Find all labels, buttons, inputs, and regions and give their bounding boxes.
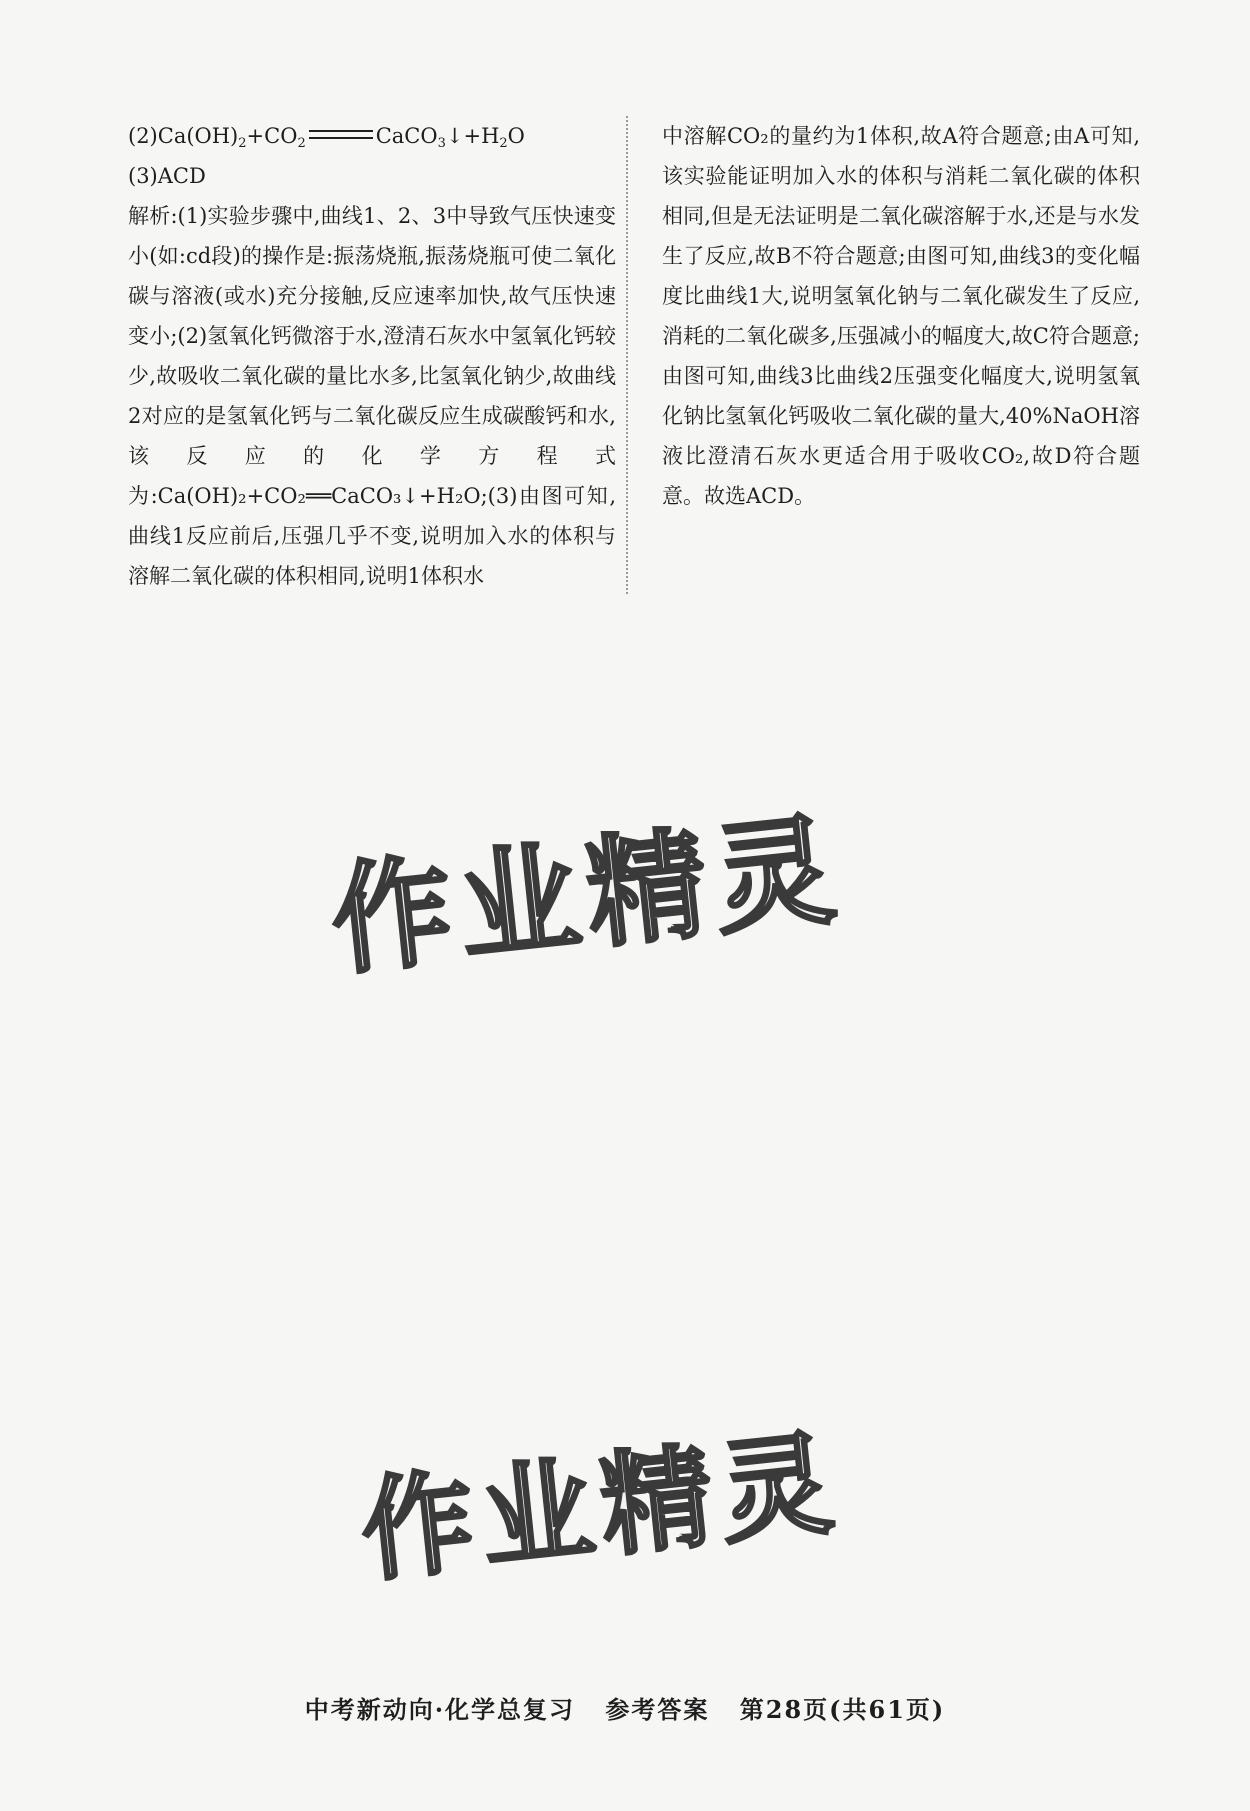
answer-item-2: $(2)Ca(OH)_2+CO_2$ $CaCO_3↓+H_2O$ [128,124,525,151]
page-footer [0,1690,1250,1725]
right-column [662,116,1140,516]
left-column [128,116,616,596]
equation-sign [309,130,373,139]
answer-2-number: (2) [128,124,158,148]
analysis-left-text: (1)实验步骤中,曲线1、2、3中导致气压快速变小(如:cd段)的操作是:振荡烧瓶,振荡烧瓶可使二氧化碳与溶液(或水)充分接触,反应速率加快,故气压快速变小;(2)氢氧化钙微溶于水,澄清石灰水中氢氧化钙较少,故吸收二氧化碳的量比水多,比氢氧化钠少,故曲线2对应的是氢氧化钙与二氧化碳反应生成碳酸钙和水,该反应的化学方程式为:Ca(OH)₂+CO₂══CaCO₃↓+H₂O;(3)由图可知,曲线1反应前后,压强几乎不变,说明加入水的体积与溶解二氧化碳的体积相同,说明1体积水 [128,204,616,588]
analysis-label: 解析: [128,204,178,228]
watermark-bottom: 作业精灵 [355,1418,847,1598]
analysis-right-text: 中溶解CO₂的量约为1体积,故A符合题意;由A可知,该实验能证明加入水的体积与消耗二氧化碳的体积相同,但是无法证明是二氧化碳溶解于水,还是与水发生了反应,故B不符合题意;由图可知,曲线3的变化幅度比曲线1大,说明氢氧化钠与二氧化碳发生了反应,消耗的二氧化碳多,压强减小的幅度大,故C符合题意;由图可知,曲线3比曲线2压强变化幅度大,说明氢氧化钠比氢氧化钙吸收二氧化碳的量大,40%NaOH溶液比澄清石灰水更适合用于吸收CO₂,故D符合题意。故选ACD。 [662,124,1140,508]
footer-book-title: 中考新动向·化学总复习 [304,1695,576,1724]
column-divider [626,116,628,594]
footer-page-number: 第28页(共61页) [739,1695,946,1724]
analysis-paragraph [128,196,616,596]
watermark-top: 作业精灵 [325,800,849,993]
footer-section: 参考答案 [605,1695,710,1724]
answer-item-3: (3)ACD [128,164,206,188]
